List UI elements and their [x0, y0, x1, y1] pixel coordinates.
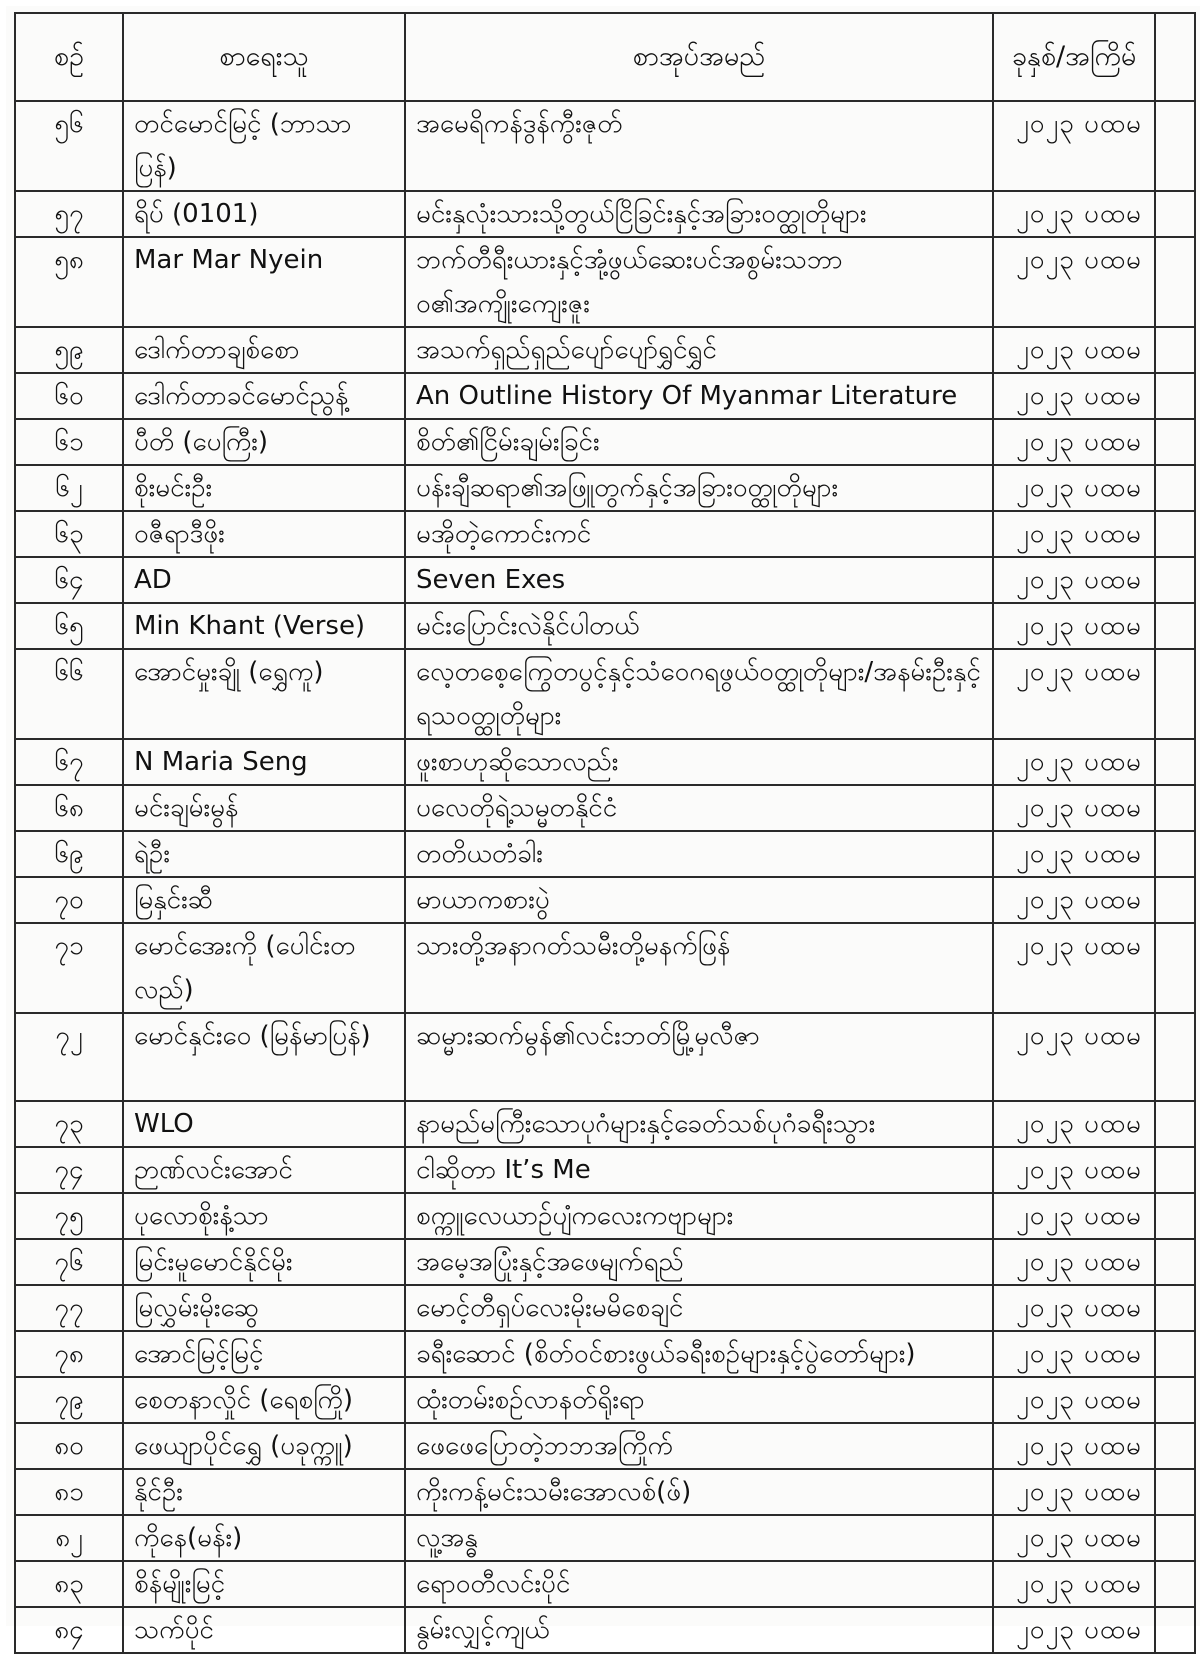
table-row: [15, 327, 1195, 373]
row-extra-cell: [1155, 191, 1195, 237]
row-title: မအိုတဲ့ကောင်းကင်: [405, 511, 993, 557]
row-title: အမေ့အပြုံးနှင့်အဖေမျက်ရည်: [405, 1239, 993, 1285]
table-row: [15, 1377, 1195, 1423]
row-title: ပလေတိုရဲ့သမ္မတနိုင်ငံ: [405, 785, 993, 831]
row-number: ၈၃: [15, 1561, 123, 1607]
row-number: ၆၄: [15, 557, 123, 603]
row-extra-cell: [1155, 923, 1195, 1013]
table-row: [15, 237, 1195, 327]
row-year: ၂၀၂၃ ပထမ: [993, 1515, 1155, 1561]
row-author: ရိပ် (0101): [123, 191, 405, 237]
table-row: [15, 1285, 1195, 1331]
table-row: [15, 1239, 1195, 1285]
row-author: စိန်မျိုးမြင့်: [123, 1561, 405, 1607]
row-extra-cell: [1155, 1515, 1195, 1561]
row-extra-cell: [1155, 649, 1195, 739]
row-title: မင်းနှလုံးသားသို့တွယ်ငြိခြင်းနှင့်အခြားဝတ္ထုတိုများ: [405, 191, 993, 237]
table-row: [15, 923, 1195, 1013]
table-row: [15, 603, 1195, 649]
row-author: ဝဇီရာဒီဖိုး: [123, 511, 405, 557]
row-number: ၆၃: [15, 511, 123, 557]
table-row: [15, 1607, 1195, 1653]
row-year: ၂၀၂၃ ပထမ: [993, 557, 1155, 603]
row-number: ၆၇: [15, 739, 123, 785]
row-title: တတိယတံခါး: [405, 831, 993, 877]
row-year: ၂၀၂၃ ပထမ: [993, 785, 1155, 831]
row-author: အောင်မြင့်မြင့်: [123, 1331, 405, 1377]
row-title: ထုံးတမ်းစဉ်လာနတ်ရိုးရာ: [405, 1377, 993, 1423]
table-row: [15, 1423, 1195, 1469]
table-row: [15, 1469, 1195, 1515]
row-title: ဖေဖေပြောတဲ့ဘဘအကြိုက်: [405, 1423, 993, 1469]
row-number: ၇၁: [15, 923, 123, 1013]
row-extra-cell: [1155, 1331, 1195, 1377]
table-row: [15, 1101, 1195, 1147]
row-number: ၇၄: [15, 1147, 123, 1193]
row-extra-cell: [1155, 1285, 1195, 1331]
row-year: ၂၀၂၃ ပထမ: [993, 1331, 1155, 1377]
row-number: ၇၇: [15, 1285, 123, 1331]
table-row: [15, 1561, 1195, 1607]
row-number: ၅၆: [15, 101, 123, 191]
row-year: ၂၀၂၃ ပထမ: [993, 419, 1155, 465]
row-extra-cell: [1155, 1101, 1195, 1147]
row-extra-cell: [1155, 831, 1195, 877]
row-year: ၂၀၂၃ ပထမ: [993, 1013, 1155, 1101]
row-year: ၂၀၂၃ ပထမ: [993, 831, 1155, 877]
row-number: ၆၁: [15, 419, 123, 465]
row-year: ၂၀၂၃ ပထမ: [993, 1561, 1155, 1607]
row-title: Seven Exes: [405, 557, 993, 603]
row-year: ၂၀၂၃ ပထမ: [993, 511, 1155, 557]
row-number: ၈၀: [15, 1423, 123, 1469]
header-row: [15, 13, 1195, 101]
row-author: မောင်နှင်းဝေ (မြန်မာပြန်): [123, 1013, 405, 1101]
row-title: သားတို့အနာဂတ်သမီးတို့မနက်ဖြန်: [405, 923, 993, 1013]
row-author: စိုးမင်းဦး: [123, 465, 405, 511]
row-extra-cell: [1155, 511, 1195, 557]
row-author: မြင်းမူမောင်နိုင်မိုး: [123, 1239, 405, 1285]
row-title: ကိုးကန့်မင်းသမီးအောလစ်(ဖ်): [405, 1469, 993, 1515]
row-title: ဆမ္မားဆက်မွန်၏လင်းဘတ်မြို့မှလီဇာ: [405, 1013, 993, 1101]
row-year: ၂၀၂၃ ပထမ: [993, 923, 1155, 1013]
row-number: ၇၆: [15, 1239, 123, 1285]
row-year: ၂၀၂၃ ပထမ: [993, 649, 1155, 739]
row-title: အမေရိကန်ဒွန်ကွီးဇုတ်: [405, 101, 993, 191]
table-row: [15, 739, 1195, 785]
row-author: ဒေါက်တာချစ်စော: [123, 327, 405, 373]
table-row: [15, 1515, 1195, 1561]
row-title: ဖူးစာဟုဆိုသောလည်း: [405, 739, 993, 785]
row-year: ၂၀၂၃ ပထမ: [993, 1377, 1155, 1423]
row-extra-cell: [1155, 877, 1195, 923]
header-number: စဉ်: [15, 13, 123, 101]
book-list-table: [14, 12, 1196, 1654]
row-year: ၂၀၂၃ ပထမ: [993, 373, 1155, 419]
row-author: AD: [123, 557, 405, 603]
row-extra-cell: [1155, 373, 1195, 419]
row-title: စက္ကူလေယာဉ်ပျံကလေးကဗျာများ: [405, 1193, 993, 1239]
row-year: ၂၀၂၃ ပထမ: [993, 739, 1155, 785]
row-extra-cell: [1155, 237, 1195, 327]
row-extra-cell: [1155, 327, 1195, 373]
row-number: ၆၂: [15, 465, 123, 511]
row-year: ၂၀၂၃ ပထမ: [993, 465, 1155, 511]
row-number: ၆၀: [15, 373, 123, 419]
header-year: ခုနှစ်/အကြိမ်: [993, 13, 1155, 101]
row-extra-cell: [1155, 1239, 1195, 1285]
table-row: [15, 465, 1195, 511]
row-author: တင်မောင်မြင့် (ဘာသာပြန်): [123, 101, 405, 191]
row-extra-cell: [1155, 1561, 1195, 1607]
row-title: ခရီးဆောင် (စိတ်ဝင်စားဖွယ်ခရီးစဉ်များနှင့်ပွဲတော်များ): [405, 1331, 993, 1377]
row-year: ၂၀၂၃ ပထမ: [993, 1101, 1155, 1147]
table-row: [15, 877, 1195, 923]
row-extra-cell: [1155, 465, 1195, 511]
table-row: [15, 191, 1195, 237]
row-year: ၂၀၂၃ ပထမ: [993, 1285, 1155, 1331]
row-title: အသက်ရှည်ရှည်ပျော်ပျော်ရွှင်ရွှင်: [405, 327, 993, 373]
row-title: ပန်းချီဆရာ၏အဖြူတွက်နှင့်အခြားဝတ္ထုတိုများ: [405, 465, 993, 511]
row-year: ၂၀၂၃ ပထမ: [993, 1147, 1155, 1193]
row-title: မင်းပြောင်းလဲနိုင်ပါတယ်: [405, 603, 993, 649]
row-author: ရဲဦး: [123, 831, 405, 877]
table-row: [15, 1193, 1195, 1239]
row-author: ဉာဏ်လင်းအောင်: [123, 1147, 405, 1193]
table-row: [15, 1147, 1195, 1193]
row-author: WLO: [123, 1101, 405, 1147]
row-title: နွမ်းလျှင့်ကျယ်: [405, 1607, 993, 1653]
row-number: ၇၅: [15, 1193, 123, 1239]
row-author: ဒေါက်တာခင်မောင်ညွန့်: [123, 373, 405, 419]
table-row: [15, 785, 1195, 831]
row-year: ၂၀၂၃ ပထမ: [993, 191, 1155, 237]
row-year: ၂၀၂၃ ပထမ: [993, 1469, 1155, 1515]
row-number: ၇၀: [15, 877, 123, 923]
row-number: ၈၄: [15, 1607, 123, 1653]
row-author: Min Khant (Verse): [123, 603, 405, 649]
row-author: သက်ပိုင်: [123, 1607, 405, 1653]
row-year: ၂၀၂၃ ပထမ: [993, 1193, 1155, 1239]
table-row: [15, 511, 1195, 557]
row-title: ဘက်တီရီးယားနှင့်အုံ့ဖွယ်ဆေးပင်အစွမ်းသဘာဝ၏အကျိုးကျေးဇူး: [405, 237, 993, 327]
row-title: မောင့်တီရှပ်လေးမိုးမမိစေချင်: [405, 1285, 993, 1331]
row-author: အောင်မှုးချို (ရွှေကူ): [123, 649, 405, 739]
row-number: ၇၃: [15, 1101, 123, 1147]
row-author: ပုလောစိုးနံ့သာ: [123, 1193, 405, 1239]
row-year: ၂၀၂၃ ပထမ: [993, 101, 1155, 191]
table-row: [15, 1331, 1195, 1377]
row-number: ၈၁: [15, 1469, 123, 1515]
row-author: ဖေယျာပိုင်ရွှေ (ပခုက္ကူ): [123, 1423, 405, 1469]
row-title: လူ့အန္ဓ: [405, 1515, 993, 1561]
row-author: N Maria Seng: [123, 739, 405, 785]
header-extra: [1155, 13, 1195, 101]
table-row: [15, 101, 1195, 191]
document-page: [6, 6, 1200, 1645]
row-extra-cell: [1155, 1469, 1195, 1515]
row-extra-cell: [1155, 1193, 1195, 1239]
row-author: Mar Mar Nyein: [123, 237, 405, 327]
header-title: စာအုပ်အမည်: [405, 13, 993, 101]
row-year: ၂၀၂၃ ပထမ: [993, 1423, 1155, 1469]
row-title: မာယာကစားပွဲ: [405, 877, 993, 923]
row-extra-cell: [1155, 1423, 1195, 1469]
row-number: ၆၆: [15, 649, 123, 739]
row-number: ၈၂: [15, 1515, 123, 1561]
row-title: ရောဝတီလင်းပိုင်: [405, 1561, 993, 1607]
row-author: မြနှင်းဆီ: [123, 877, 405, 923]
table-row: [15, 649, 1195, 739]
row-year: ၂၀၂၃ ပထမ: [993, 603, 1155, 649]
row-title: စိတ်၏ငြိမ်းချမ်းခြင်း: [405, 419, 993, 465]
row-extra-cell: [1155, 785, 1195, 831]
row-year: ၂၀၂၃ ပထမ: [993, 1239, 1155, 1285]
row-title: An Outline History Of Myanmar Literature: [405, 373, 993, 419]
row-number: ၅၉: [15, 327, 123, 373]
row-number: ၆၅: [15, 603, 123, 649]
row-title: နာမည်မကြီးသောပုဂံများနှင့်ခေတ်သစ်ပုဂံခရီးသွား: [405, 1101, 993, 1147]
row-number: ၆၉: [15, 831, 123, 877]
row-extra-cell: [1155, 419, 1195, 465]
row-author: ကိုနေ(မန်း): [123, 1515, 405, 1561]
row-extra-cell: [1155, 1607, 1195, 1653]
row-author: မင်းချမ်းမွန်: [123, 785, 405, 831]
row-title: လေ့တစေ့ကြွေတပွင့်နှင့်သံဝေဂရဖွယ်ဝတ္ထုတိုများ/အနမ်းဦးနှင့်ရသဝတ္ထုတိုများ: [405, 649, 993, 739]
row-year: ၂၀၂၃ ပထမ: [993, 877, 1155, 923]
row-author: မောင်အေးကို (ပေါင်းတလည်): [123, 923, 405, 1013]
row-number: ၇၉: [15, 1377, 123, 1423]
table-row: [15, 373, 1195, 419]
table-row: [15, 557, 1195, 603]
table-row: [15, 419, 1195, 465]
row-year: ၂၀၂၃ ပထမ: [993, 327, 1155, 373]
row-year: ၂၀၂၃ ပထမ: [993, 1607, 1155, 1653]
row-extra-cell: [1155, 1147, 1195, 1193]
table-row: [15, 831, 1195, 877]
row-extra-cell: [1155, 101, 1195, 191]
row-extra-cell: [1155, 739, 1195, 785]
row-extra-cell: [1155, 1013, 1195, 1101]
row-number: ၇၂: [15, 1013, 123, 1101]
table-row: [15, 1013, 1195, 1101]
row-year: ၂၀၂၃ ပထမ: [993, 237, 1155, 327]
row-number: ၇၈: [15, 1331, 123, 1377]
row-author: နိုင်ဦး: [123, 1469, 405, 1515]
row-author: မြလွှမ်းမိုးဆွေ: [123, 1285, 405, 1331]
header-author: စာရေးသူ: [123, 13, 405, 101]
row-extra-cell: [1155, 557, 1195, 603]
row-author: ပီတိ (ပေကြီး): [123, 419, 405, 465]
row-author: စေတနာလှိုင် (ရေစကြို): [123, 1377, 405, 1423]
table-body: [15, 101, 1195, 1653]
row-number: ၅၇: [15, 191, 123, 237]
row-number: ၅၈: [15, 237, 123, 327]
row-title: ငါဆိုတာ It’s Me: [405, 1147, 993, 1193]
row-extra-cell: [1155, 1377, 1195, 1423]
row-extra-cell: [1155, 603, 1195, 649]
row-number: ၆၈: [15, 785, 123, 831]
